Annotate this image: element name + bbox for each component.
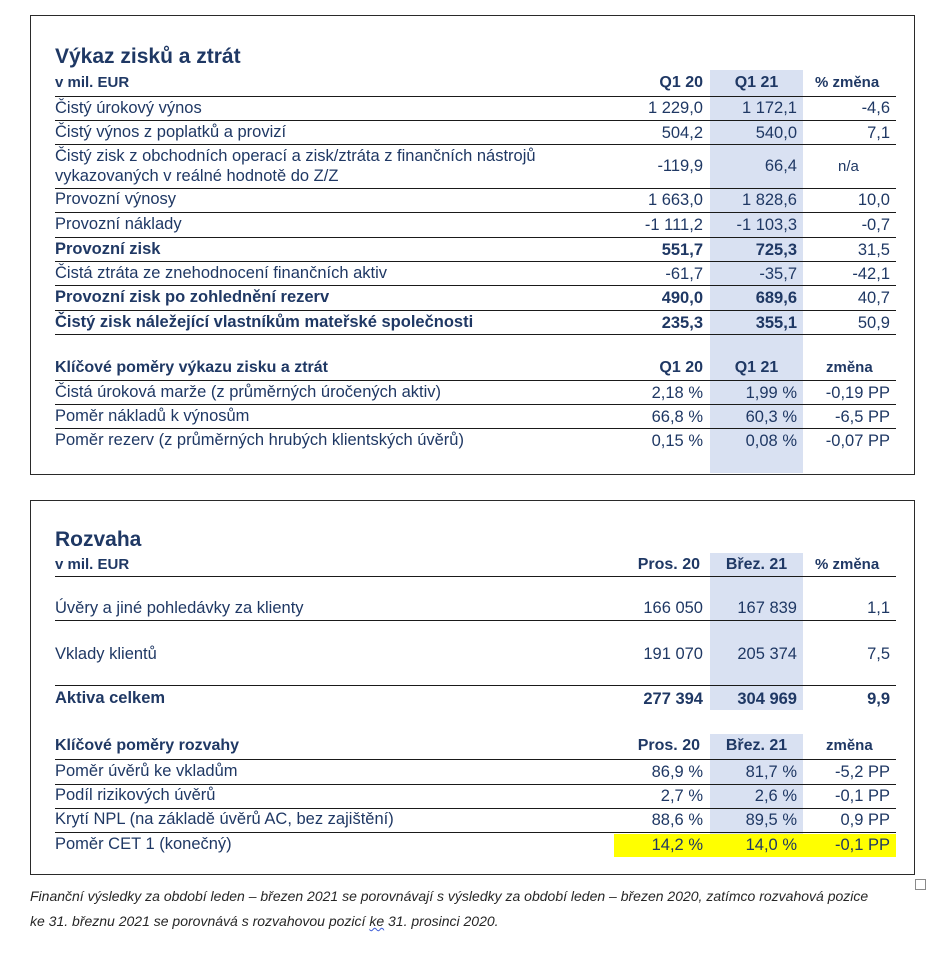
pl-ratio-label: Poměr rezerv (z průměrných hrubých klientských úvěrů) — [55, 431, 464, 449]
pl-row-label: Provozní náklady — [55, 215, 182, 233]
pl-row-label: Čistý úrokový výnos — [55, 99, 202, 117]
pl-ratio-v2: 1,99 % — [745, 384, 797, 402]
pl-ratio-label: Poměr nákladů k výnosům — [55, 407, 250, 425]
bs-row-v1: 191 070 — [643, 645, 703, 663]
pl-row-label: Čistý zisk náležející vlastníkům mateřské společnosti — [55, 313, 474, 331]
pl-col-q120: Q1 20 — [659, 74, 703, 91]
bs-row-v2: 304 969 — [737, 690, 797, 708]
pl-ratios-title: Klíčové poměry výkazu zisku a ztrát — [55, 359, 328, 376]
pl-ratios-rule-0 — [55, 380, 896, 381]
pl-row-v2: 1 828,6 — [741, 191, 797, 209]
footnote-line-2 — [30, 913, 499, 929]
pl-rule-0 — [55, 96, 896, 97]
bs-rule — [55, 620, 896, 621]
pl-row-label: Čistý zisk z obchodních operací a zisk/ztráta z finančních nástrojů — [55, 147, 536, 165]
pl-row-v1: 504,2 — [661, 124, 703, 142]
pl-row-v3: 31,5 — [857, 241, 890, 259]
pl-col-change: % změna — [815, 74, 880, 91]
pl-rule — [55, 285, 896, 286]
pl-ratio-v2: 60,3 % — [745, 408, 797, 426]
pl-row-v1: -119,9 — [657, 157, 703, 175]
pl-row-v1: -1 111,2 — [644, 216, 703, 234]
bs-col-change: % změna — [815, 556, 880, 573]
pl-rule — [55, 310, 896, 311]
pl-row-v3: -0,7 — [861, 216, 890, 234]
pl-ratio-v2: 0,08 % — [745, 432, 797, 450]
pl-rule — [55, 188, 896, 189]
pl-ratio-v1: 66,8 % — [651, 408, 703, 426]
bs-ratio-v3: 0,9 PP — [840, 811, 890, 829]
bs-ratio-label: Podíl rizikových úvěrů — [55, 786, 216, 804]
bs-row-v2: 205 374 — [737, 645, 797, 663]
bs-ratio-v2: 89,5 % — [745, 811, 797, 829]
pl-ratio-v3: -0,07 PP — [825, 432, 890, 450]
bs-ratios-rule-0 — [55, 759, 896, 760]
pl-row-v3: -4,6 — [861, 99, 890, 117]
bs-ratio-v3: -0,1 PP — [834, 787, 890, 805]
pl-rule — [55, 334, 896, 335]
pl-row-v3: 10,0 — [857, 191, 890, 209]
bs-ratio-rule — [55, 784, 896, 785]
bs-title: Rozvaha — [55, 528, 142, 551]
bs-ratio-v3: -0,1 PP — [834, 836, 890, 854]
pl-row-v2: 689,6 — [755, 289, 797, 307]
pl-row-v2: 355,1 — [755, 314, 797, 332]
bs-col-brez21: Břez. 21 — [725, 556, 788, 573]
pl-rule — [55, 212, 896, 213]
pl-row-label-cont: vykazovaných v reálné hodnotě do Z/Z — [55, 167, 339, 185]
bs-ratio-v2: 14,0 % — [745, 836, 797, 854]
bs-ratio-label: Krytí NPL (na základě úvěrů AC, bez zajištění) — [55, 810, 394, 828]
bs-row-v1: 166 050 — [643, 599, 703, 617]
pl-row-v2: 540,0 — [755, 124, 797, 142]
bs-ratio-rule — [55, 808, 896, 809]
bs-row-v3: 7,5 — [867, 645, 890, 663]
footnote-spellcheck-word[interactable]: ke — [369, 913, 385, 929]
bs-ratios-col-brez21: Břez. 21 — [725, 737, 788, 754]
pl-ratio-label: Čistá úroková marže (z průměrných úročených aktiv) — [55, 383, 442, 401]
pl-row-v3: 50,9 — [857, 314, 890, 332]
bs-ratio-label: Poměr CET 1 (konečný) — [55, 835, 232, 853]
bs-row-label: Úvěry a jiné pohledávky za klienty — [55, 599, 304, 617]
bs-ratio-v2: 81,7 % — [745, 763, 797, 781]
bs-ratio-v1: 88,6 % — [651, 811, 703, 829]
bs-ratio-label: Poměr úvěrů ke vkladům — [55, 762, 238, 780]
bs-row-v3: 1,1 — [867, 599, 890, 617]
footnote-line-2c: 31. prosinci 2020. — [384, 913, 499, 929]
pl-row-v1: 1 663,0 — [647, 191, 703, 209]
pl-rule — [55, 120, 896, 121]
pl-row-v1: 490,0 — [661, 289, 703, 307]
bs-row-label: Aktiva celkem — [55, 689, 166, 707]
pl-row-v1: -61,7 — [665, 265, 703, 283]
pl-row-v2: -35,7 — [759, 265, 797, 283]
pl-row-v2: 66,4 — [764, 157, 797, 175]
bs-rule — [55, 685, 896, 686]
pl-row-v2: -1 103,3 — [736, 216, 797, 234]
bs-row-label: Vklady klientů — [55, 645, 157, 663]
pl-ratio-v3: -0,19 PP — [825, 384, 890, 402]
bs-ratios-col-change: změna — [826, 737, 873, 754]
bs-ratio-rule — [55, 832, 896, 833]
pl-row-v1: 1 229,0 — [647, 99, 703, 117]
pl-ratios-col-q120: Q1 20 — [659, 359, 703, 376]
pl-row-v1: 551,7 — [661, 241, 703, 259]
pl-rule — [55, 261, 896, 262]
pl-row-label: Čistý výnos z poplatků a provizí — [55, 123, 287, 141]
bs-ratio-v3: -5,2 PP — [834, 763, 890, 781]
pl-ratio-rule — [55, 404, 896, 405]
bs-row-v3: 9,9 — [867, 690, 890, 708]
bs-row-v2: 167 839 — [737, 599, 797, 617]
pl-row-v3: -42,1 — [852, 265, 890, 283]
footnote-line-2a: ke 31. březnu 2021 se porovnává s rozvahovou pozicí — [30, 913, 370, 929]
pl-row-v3: n/a — [838, 158, 859, 175]
pl-row-label: Provozní zisk po zohlednění rezerv — [55, 288, 330, 306]
pl-ratio-v3: -6,5 PP — [834, 408, 890, 426]
bs-ratio-v2: 2,6 % — [754, 787, 797, 805]
bs-ratio-v1: 14,2 % — [651, 836, 703, 854]
pl-row-v1: 235,3 — [661, 314, 703, 332]
footnote-line-1: Finanční výsledky za období leden – březen 2021 se porovnávají s výsledky za období leden – březen 2020, zatímco rozvahová pozice — [30, 888, 869, 904]
bs-row-v1: 277 394 — [643, 690, 703, 708]
bs-ratios-col-pros20: Pros. 20 — [637, 737, 700, 754]
pl-ratio-rule — [55, 428, 896, 429]
pl-col-q121: Q1 21 — [734, 74, 779, 91]
pl-rule — [55, 237, 896, 238]
pl-row-v3: 40,7 — [857, 289, 890, 307]
pl-row-label: Čistá ztráta ze znehodnocení finančních aktiv — [55, 264, 388, 282]
pl-unit: v mil. EUR — [55, 74, 130, 91]
bs-unit: v mil. EUR — [55, 556, 130, 573]
pl-row-v2: 1 172,1 — [741, 99, 797, 117]
pl-ratio-v1: 2,18 % — [651, 384, 703, 402]
bs-ratios-title: Klíčové poměry rozvahy — [55, 737, 240, 754]
pl-row-label: Provozní zisk — [55, 240, 161, 258]
bs-col-pros20: Pros. 20 — [637, 556, 700, 573]
bs-rule-0 — [55, 576, 896, 577]
pl-row-label: Provozní výnosy — [55, 190, 177, 208]
pl-ratios-col-q121: Q1 21 — [734, 359, 779, 376]
pl-rule — [55, 144, 896, 145]
pl-row-v3: 7,1 — [867, 124, 890, 142]
pl-row-v2: 725,3 — [755, 241, 797, 259]
pl-ratio-v1: 0,15 % — [651, 432, 703, 450]
pl-ratios-col-change: změna — [826, 359, 873, 376]
bs-ratio-v1: 2,7 % — [660, 787, 703, 805]
bs-ratio-v1: 86,9 % — [651, 763, 703, 781]
pl-title: Výkaz zisků a ztrát — [55, 45, 241, 68]
resize-handle[interactable] — [915, 879, 926, 890]
